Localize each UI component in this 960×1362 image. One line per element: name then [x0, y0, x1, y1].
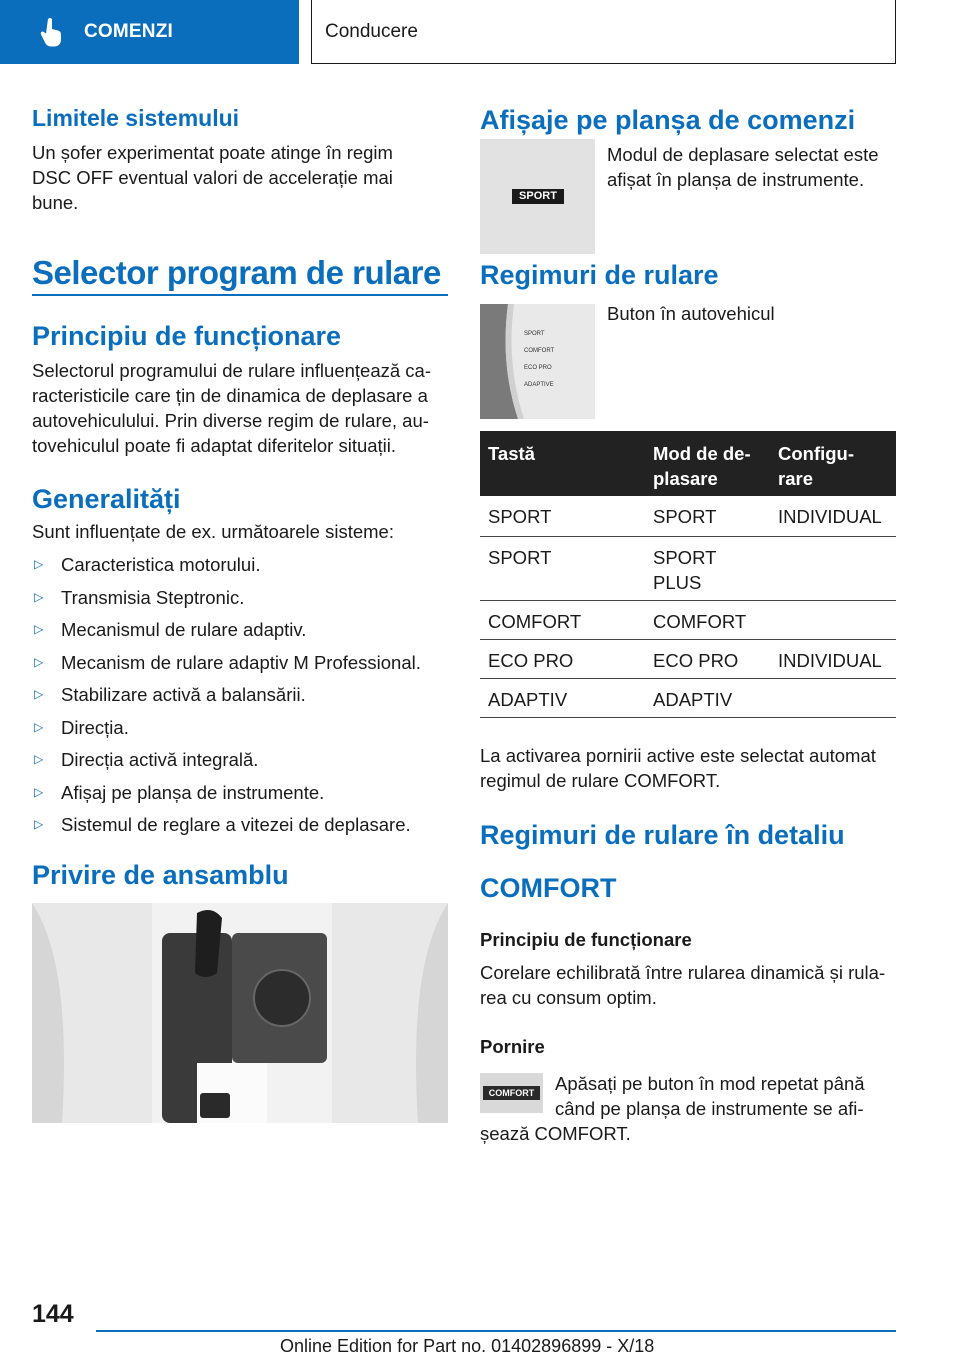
general-intro: Sunt influențate de ex. următoarele sisteme:	[32, 521, 394, 542]
triangle-bullet-icon: ▷	[34, 557, 44, 571]
table-row: COMFORT COMFORT	[480, 600, 896, 639]
page-number: 144	[32, 1300, 74, 1328]
limits-text: Un șofer experimentat poate atinge în regim DSC OFF eventual valori de accelerație mai bune.	[32, 142, 393, 213]
comfort-badge: COMFORT	[483, 1086, 540, 1100]
center-console-image	[32, 903, 448, 1123]
triangle-bullet-icon: ▷	[34, 687, 44, 701]
sport-badge: SPORT	[512, 189, 564, 204]
triangle-bullet-icon: ▷	[34, 752, 44, 766]
table-row: SPORT SPORT PLUS	[480, 536, 896, 600]
section-tab-label: COMENZI	[84, 21, 174, 42]
start-heading: Pornire	[480, 1036, 545, 1057]
modes-heading: Regimuri de rulare	[480, 260, 719, 290]
table-header: Mod de de- plasare	[645, 431, 770, 496]
triangle-bullet-icon: ▷	[34, 719, 44, 734]
table-row: SPORT SPORT INDIVIDUAL	[480, 496, 896, 536]
principle-text: Selectorul programului de rulare influențează ca- racteristicile care țin de dinamica de deplasare a autovehiculului. Prin diverse regim de rulare, au- tovehiculul poate fi adaptat diferitelor situații.	[32, 360, 431, 456]
section-tab-comenzi[interactable]	[0, 0, 299, 64]
list-item: ▷ Mecanism de rulare adaptiv M Professional.	[34, 651, 421, 673]
footer-rule	[96, 1330, 896, 1332]
table-row: ECO PRO ECO PRO INDIVIDUAL	[480, 639, 896, 678]
display-text: Modul de deplasare selectat este afișat în planșa de instrumente.	[607, 144, 879, 190]
list-item: ▷ Mecanismul de rulare adaptiv.	[34, 619, 307, 640]
button-label-sport: SPORT	[524, 331, 545, 337]
list-item: ▷ Sistemul de reglare a vitezei de deplasare.	[34, 814, 411, 835]
comfort-principle-heading: Principiu de funcționare	[480, 929, 692, 950]
activation-text: La activarea pornirii active este selectat automat regimul de rulare COMFORT.	[480, 745, 876, 791]
comfort-heading: COMFORT	[480, 873, 617, 903]
comfort-principle-text: Corelare echilibrată între rularea dinamică și rula- rea cu consum optim.	[480, 962, 886, 1008]
main-heading: Selector program de rulare	[32, 254, 441, 291]
hand-pointer-icon	[40, 17, 64, 47]
table-row: ADAPTIV ADAPTIV	[480, 678, 896, 717]
triangle-bullet-icon: ▷	[34, 589, 44, 604]
principle-heading: Principiu de funcționare	[32, 321, 342, 351]
general-heading: Generalități	[32, 484, 181, 514]
table-header: Configu- rare	[770, 431, 896, 496]
comfort-display-image	[480, 1073, 543, 1113]
triangle-bullet-icon: ▷	[34, 654, 44, 669]
button-label-ecopro: ECO PRO	[524, 365, 552, 371]
heading-rule	[32, 294, 448, 296]
modes-text: Buton în autovehicul	[607, 303, 775, 324]
button-label-adaptive: ADAPTIVE	[524, 382, 554, 388]
chapter-title: Conducere	[311, 0, 896, 64]
triangle-bullet-icon: ▷	[34, 784, 44, 799]
display-heading: Afișaje pe planșa de comenzi	[480, 105, 856, 135]
start-text-b: șează COMFORT.	[480, 1123, 631, 1144]
list-item: ▷ Caracteristica motorului.	[34, 554, 261, 575]
start-text-a: Apăsați pe buton în mod repetat până când pe planșa de instrumente se afi-	[555, 1073, 865, 1119]
limits-heading: Limitele sistemului	[32, 105, 240, 131]
overview-heading: Privire de ansamblu	[32, 860, 289, 890]
cluster-display-image	[480, 139, 595, 254]
button-label-comfort: COMFORT	[524, 348, 555, 354]
list-item: ▷ Stabilizare activă a balansării.	[34, 684, 306, 705]
list-item: ▷ Afișaj pe planșa de instrumente.	[34, 781, 325, 803]
list-item: ▷ Direcția.	[34, 716, 129, 738]
detail-heading: Regimuri de rulare în detaliu	[480, 820, 845, 850]
triangle-bullet-icon: ▷	[34, 622, 44, 636]
modes-table	[480, 431, 896, 718]
footer-edition: Online Edition for Part no. 01402896899 - X/18	[280, 1336, 655, 1356]
list-item: ▷ Transmisia Steptronic.	[34, 586, 245, 608]
systems-list	[32, 552, 448, 845]
table-header: Tastă	[480, 431, 645, 496]
list-item: ▷ Direcția activă integrală.	[34, 749, 259, 770]
mode-buttons-image	[480, 304, 595, 419]
triangle-bullet-icon: ▷	[34, 817, 44, 831]
